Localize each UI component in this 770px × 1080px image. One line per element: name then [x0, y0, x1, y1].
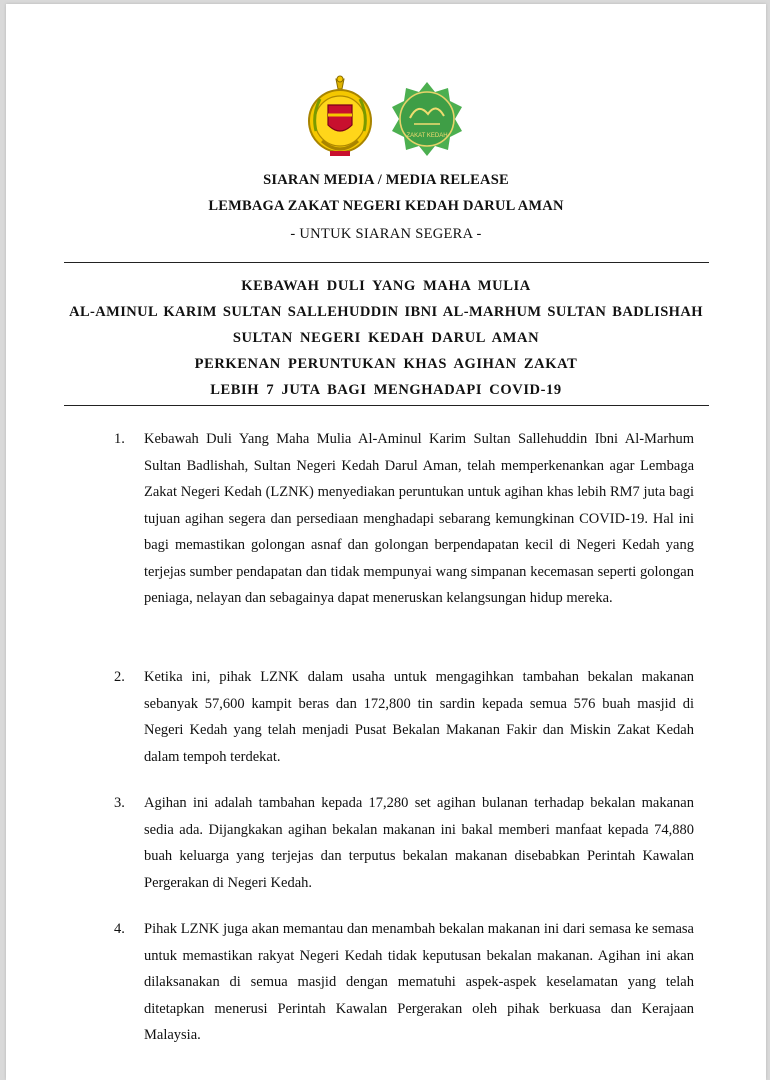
document-page — [6, 4, 766, 1080]
title-line-3: SULTAN NEGERI KEDAH DARUL AMAN — [232, 330, 540, 346]
title-divider — [64, 405, 709, 406]
zakat-logo-text: ZAKAT KEDAH — [406, 133, 448, 139]
paragraph-3 — [114, 790, 694, 896]
paragraph-1 — [114, 426, 694, 612]
header-divider — [64, 262, 709, 263]
title-line-4: PERKENAN PERUNTUKAN KHAS AGIHAN ZAKAT — [194, 356, 578, 372]
paragraph-text: Agihan ini adalah tambahan kepada 17,280 set agihan bulanan terhadap bekalan makanan sedia ada. Dijangkakan agihan bekalan makanan ini bakal memberi manfaat kepada 74,880 buah keluarga yang terjejas dan terputus bekalan makanan disebabkan Perintah Kawalan Pergerakan di Negeri Kedah. — [144, 795, 694, 891]
title-line-1: KEBAWAH DULI YANG MAHA MULIA — [241, 278, 531, 294]
paragraph-text: Pihak LZNK juga akan memantau dan menambah bekalan makanan ini dari semasa ke semasa untuk memastikan rakyat Negeri Kedah tidak keputusan bekalan makanan. Agihan ini akan dilaksanakan di semua masjid dengan mematuhi aspek-aspek keselamatan yang telah ditetapkan menerusi Perintah Kawalan Pergerakan oleh pihak berkuasa dan Kerajaan Malaysia. — [144, 921, 694, 1043]
paragraph-text: Ketika ini, pihak LZNK dalam usaha untuk mengagihkan tambahan bekalan makanan sebanyak 57,600 kampit beras dan 172,800 tin sardin kepada semua 576 buah masjid di Negeri Kedah yang telah menjadi Pusat Bekalan Makanan Fakir dan Miskin Zakat Kedah dalam tempoh terdekat. — [144, 669, 694, 765]
logo-row — [6, 74, 766, 164]
paragraph-4 — [114, 916, 694, 1049]
paragraph-number: 1. — [114, 431, 125, 447]
paragraph-number: 2. — [114, 669, 125, 685]
release-type: - UNTUK SIARAN SEGERA - — [290, 226, 482, 242]
title-line-5: LEBIH 7 JUTA BAGI MENGHADAPI COVID-19 — [210, 382, 562, 398]
paragraph-text: Kebawah Duli Yang Maha Mulia Al-Aminul Karim Sultan Sallehuddin Ibni Al-Marhum Sultan Badlishah, Sultan Negeri Kedah Darul Aman, telah memperkenankan agar Lembaga Zakat Negeri Kedah (LZNK) menyediakan peruntukan untuk agihan khas lebih RM7 juta bagi tujuan agihan segera dan persediaan menghadapi sebarang kemungkinan COVID-19. Hal ini bagi memastikan golongan asnaf dan golongan berpendapatan kecil di Negeri Kedah yang terjejas sumber pendapatan dan tidak mempunyai wang simpanan kecemasan seperti golongan peniaga, nelayan dan sebagainya dapat meneruskan kelangsungan hidup mereka. — [144, 431, 694, 606]
kedah-state-crest-icon — [306, 75, 374, 163]
release-label: SIARAN MEDIA / MEDIA RELEASE — [263, 172, 509, 188]
zakat-kedah-logo-icon — [388, 80, 466, 158]
organization-name: LEMBAGA ZAKAT NEGERI KEDAH DARUL AMAN — [208, 198, 564, 214]
paragraph-number: 4. — [114, 921, 125, 937]
paragraph-2 — [114, 664, 694, 770]
paragraph-number: 3. — [114, 795, 125, 811]
title-line-2: AL-AMINUL KARIM SULTAN SALLEHUDDIN IBNI AL-MARHUM SULTAN BADLISHAH — [69, 304, 703, 320]
